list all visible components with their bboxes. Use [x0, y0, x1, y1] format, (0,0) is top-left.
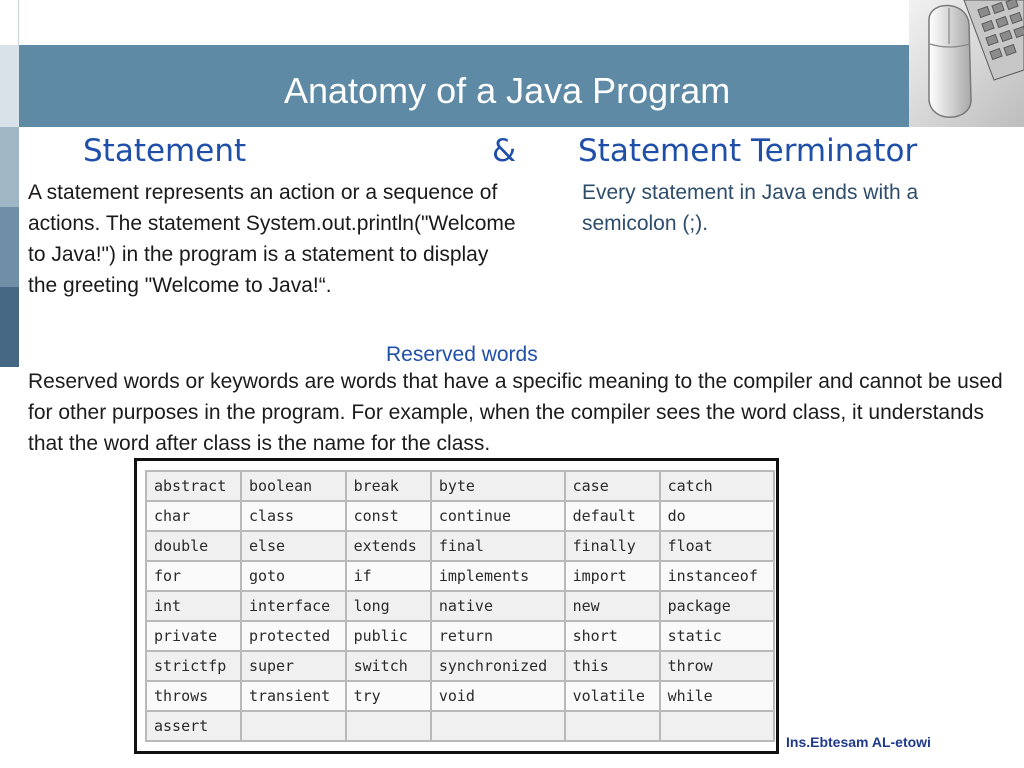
author-footer: Ins.Ebtesam AL-etowi — [786, 734, 931, 750]
keyword-cell: private — [146, 621, 241, 651]
slide-title: Anatomy of a Java Program — [284, 70, 731, 111]
keyword-cell: final — [431, 531, 565, 561]
left-stripe-5 — [0, 287, 19, 367]
keyword-cell: super — [241, 651, 346, 681]
left-stripe-4 — [0, 207, 19, 287]
keyword-cell: catch — [660, 471, 774, 501]
keyword-cell: long — [346, 591, 431, 621]
keyword-cell: void — [431, 681, 565, 711]
keyword-row — [146, 531, 774, 561]
keyword-cell: protected — [241, 621, 346, 651]
left-stripe-2 — [0, 45, 19, 127]
keyword-cell — [241, 711, 346, 741]
keyword-cell: case — [565, 471, 660, 501]
keyword-cell: new — [565, 591, 660, 621]
keyword-cell: while — [660, 681, 774, 711]
statement-heading: Statement — [83, 133, 247, 169]
reserved-words-description: Reserved words or keywords are words that have a specific meaning to the compiler and cannot be used for other purposes in the program. For example, when the compiler sees the word class, it understands that the word after class is the name for the class. — [28, 370, 1003, 455]
keyword-cell: package — [660, 591, 774, 621]
terminator-description: Every statement in Java ends with a semicolon (;). — [582, 181, 919, 235]
keyword-cell: continue — [431, 501, 565, 531]
keyword-cell: interface — [241, 591, 346, 621]
keyword-cell: const — [346, 501, 431, 531]
keyword-cell: float — [660, 531, 774, 561]
keyword-cell: byte — [431, 471, 565, 501]
left-stripe-3 — [0, 127, 19, 207]
keyword-cell: try — [346, 681, 431, 711]
keyword-cell: instanceof — [660, 561, 774, 591]
keyword-table-frame — [134, 458, 779, 754]
keyword-cell: default — [565, 501, 660, 531]
keyword-cell: assert — [146, 711, 241, 741]
keyword-cell: abstract — [146, 471, 241, 501]
keyword-row — [146, 711, 774, 741]
keyword-cell: else — [241, 531, 346, 561]
keyword-cell: throw — [660, 651, 774, 681]
keyword-row — [146, 681, 774, 711]
keyword-cell: break — [346, 471, 431, 501]
reserved-words-heading: Reserved words — [386, 343, 538, 366]
keyword-cell: short — [565, 621, 660, 651]
keyword-cell: native — [431, 591, 565, 621]
keyword-cell: for — [146, 561, 241, 591]
keyword-cell — [431, 711, 565, 741]
left-stripe-6 — [0, 367, 19, 768]
keyword-cell: boolean — [241, 471, 346, 501]
keyword-cell: double — [146, 531, 241, 561]
keyword-cell: volatile — [565, 681, 660, 711]
keyword-cell: do — [660, 501, 774, 531]
keyword-row — [146, 651, 774, 681]
keyword-cell: transient — [241, 681, 346, 711]
keyword-row — [146, 561, 774, 591]
keyword-cell: class — [241, 501, 346, 531]
keyword-cell: throws — [146, 681, 241, 711]
keyword-row — [146, 501, 774, 531]
keyword-cell — [346, 711, 431, 741]
ampersand-heading: & — [492, 133, 517, 169]
left-stripe-1 — [0, 0, 19, 45]
keyword-cell: import — [565, 561, 660, 591]
keyboard-mouse-photo — [909, 0, 1024, 127]
keyword-cell: int — [146, 591, 241, 621]
keyword-row — [146, 591, 774, 621]
keyword-cell: static — [660, 621, 774, 651]
keyword-cell: if — [346, 561, 431, 591]
keyword-cell: this — [565, 651, 660, 681]
keyword-cell: finally — [565, 531, 660, 561]
keyword-cell: char — [146, 501, 241, 531]
keyword-cell: return — [431, 621, 565, 651]
keyword-cell — [660, 711, 774, 741]
keyword-row — [146, 621, 774, 651]
keyword-cell: public — [346, 621, 431, 651]
keyword-row — [146, 471, 774, 501]
keyword-cell: extends — [346, 531, 431, 561]
keyword-cell: strictfp — [146, 651, 241, 681]
keyword-table — [145, 470, 775, 742]
keyword-cell: goto — [241, 561, 346, 591]
keyword-cell — [565, 711, 660, 741]
statement-terminator-heading: Statement Terminator — [578, 133, 918, 169]
keyword-cell: implements — [431, 561, 565, 591]
keyword-cell: switch — [346, 651, 431, 681]
keyword-cell: synchronized — [431, 651, 565, 681]
keyboard-mouse-icon — [909, 0, 1024, 127]
statement-description: A statement represents an action or a sequence of actions. The statement System.out.println("Welcome to Java!") in the program is a statement to display the greeting "Welcome to Java!“. — [28, 181, 516, 297]
